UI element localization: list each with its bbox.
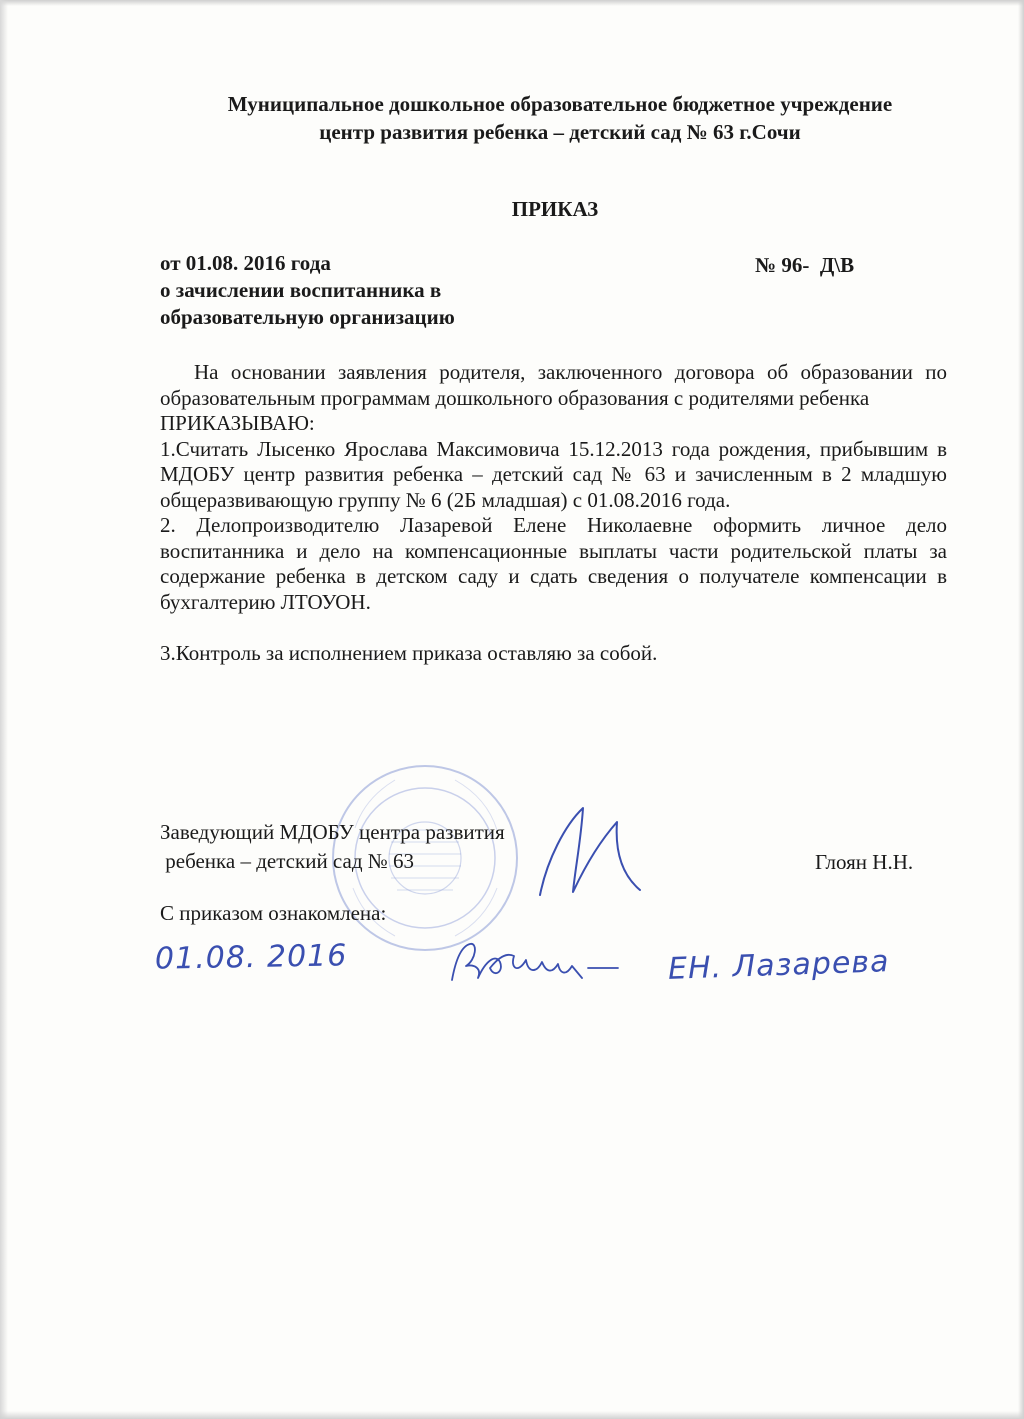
order-item-2: 2. Делопроизводителю Лазаревой Елене Николаевне оформить личное дело воспитанника и дело на компенсационные выплаты части родительской платы за содержание ребенка в детском саду и сдать сведения о получателе компенсации в бухгалтерию ЛТОУОН. (160, 513, 947, 614)
order-body (160, 360, 947, 667)
org-line-1: Муниципальное дошкольное образовательное бюджетное учреждение (227, 92, 893, 116)
order-title: ПРИКАЗ (511, 197, 599, 221)
order-meta (160, 250, 580, 331)
basis-paragraph: На основании заявления родителя, заключенного договора об образовании по образовательным программам дошкольного образования с родителями ребенка (160, 360, 947, 410)
organization-header (160, 90, 960, 146)
signer-name: Глоян Н.Н. (815, 850, 914, 874)
order-date: от 01.08. 2016 года (160, 251, 331, 275)
order-item-1: 1.Считать Лысенко Ярослава Максимовича 15.12.2013 года рождения, прибывшим в МДОБУ центр развития ребенка – детский сад № 63 и зачисленным в 2 младшую общеразвивающую группу № 6 (2Б младшая) с 01.08.2016 года. (160, 436, 947, 512)
signer-position-line-1: Заведующий МДОБУ центра развития (160, 820, 505, 844)
handwritten-date: 01.08. 2016 (154, 938, 348, 977)
order-word: ПРИКАЗЫВАЮ: (160, 411, 315, 435)
order-item-3: 3.Контроль за исполнением приказа оставляю за собой. (160, 641, 658, 665)
scan-edge-right (1018, 0, 1024, 1419)
order-subject-line-1: о зачислении воспитанника в (160, 278, 442, 302)
director-signature (535, 800, 645, 905)
handwritten-name: ЕН. Лазарева (667, 944, 890, 987)
scan-edge-left (0, 0, 8, 1419)
order-subject-line-2: образовательную организацию (160, 305, 455, 329)
scan-edge-bottom (0, 1411, 1024, 1419)
order-number: № 96- Д\В (755, 253, 855, 277)
org-line-2: центр развития ребенка – детский сад № 63 г.Сочи (319, 120, 801, 144)
acknowledgement-label: С приказом ознакомлена: (160, 901, 387, 925)
scan-edge-top (0, 0, 1024, 6)
signer-position-line-2: ребенка – детский сад № 63 (160, 849, 415, 873)
employee-signature (448, 938, 623, 988)
